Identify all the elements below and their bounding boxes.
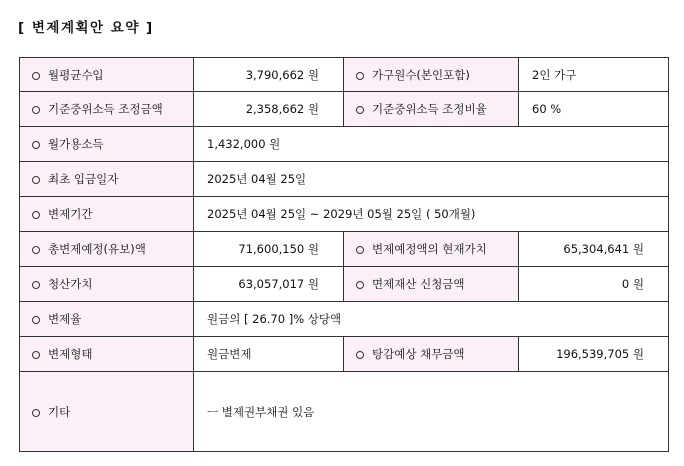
value-monthly-income: 3,790,662 원 bbox=[194, 58, 344, 92]
value-household-size: 2인 가구 bbox=[519, 58, 669, 92]
value-median-income-adjusted: 2,358,662 원 bbox=[194, 92, 344, 127]
table-row bbox=[20, 302, 669, 337]
circle-bullet-icon bbox=[32, 246, 40, 254]
label-cell bbox=[344, 267, 519, 302]
label-cell bbox=[344, 58, 519, 92]
value-exempt-property-amount: 0 원 bbox=[519, 267, 669, 302]
value-liquidation-value: 63,057,017 원 bbox=[194, 267, 344, 302]
circle-bullet-icon bbox=[32, 281, 40, 289]
table-row bbox=[20, 337, 669, 372]
circle-bullet-icon bbox=[32, 141, 40, 149]
table-row bbox=[20, 372, 669, 452]
value-median-income-ratio: 60 % bbox=[519, 92, 669, 127]
label-cell bbox=[20, 302, 194, 337]
label-repayment-period: 변제기간 bbox=[48, 207, 93, 221]
label-cell bbox=[344, 92, 519, 127]
value-available-income: 1,432,000 원 bbox=[194, 127, 669, 162]
table-row bbox=[20, 127, 669, 162]
label-first-deposit-date: 최초 입금일자 bbox=[48, 172, 119, 186]
label-cell bbox=[20, 197, 194, 232]
circle-bullet-icon bbox=[32, 409, 40, 417]
label-cell bbox=[20, 337, 194, 372]
circle-bullet-icon bbox=[356, 72, 364, 80]
table-row bbox=[20, 92, 669, 127]
section-title: [ 변제계획안 요약 ] bbox=[18, 20, 154, 36]
value-present-value: 65,304,641 원 bbox=[519, 232, 669, 267]
repayment-plan-summary-table bbox=[19, 57, 669, 452]
label-cell bbox=[20, 232, 194, 267]
table-row bbox=[20, 162, 669, 197]
label-cell bbox=[20, 58, 194, 92]
label-other: 기타 bbox=[48, 404, 71, 419]
label-liquidation-value: 청산가치 bbox=[48, 277, 93, 291]
circle-bullet-icon bbox=[356, 281, 364, 289]
label-cell bbox=[20, 162, 194, 197]
label-median-income-ratio: 기준중위소득 조정비율 bbox=[372, 102, 487, 116]
table-row bbox=[20, 197, 669, 232]
label-monthly-income: 월평균수입 bbox=[48, 67, 104, 82]
table-row bbox=[20, 232, 669, 267]
label-cell bbox=[20, 127, 194, 162]
table-row bbox=[20, 58, 669, 92]
circle-bullet-icon bbox=[32, 351, 40, 359]
circle-bullet-icon bbox=[356, 106, 364, 114]
label-cell bbox=[344, 337, 519, 372]
label-exempt-property-amount: 면제재산 신청금액 bbox=[372, 277, 465, 291]
circle-bullet-icon bbox=[356, 246, 364, 254]
label-repayment-type: 변제형태 bbox=[48, 347, 93, 361]
label-median-income-adjusted: 기준중위소득 조정금액 bbox=[48, 102, 163, 116]
table-row bbox=[20, 267, 669, 302]
label-total-planned-repayment: 총변제예정(유보)액 bbox=[48, 242, 146, 256]
value-other: ㅡ 별제권부채권 있음 bbox=[194, 372, 669, 452]
label-household-size: 가구원수(본인포함) bbox=[372, 67, 470, 82]
value-repayment-rate: 원금의 [ 26.70 ]% 상당액 bbox=[194, 302, 669, 337]
label-repayment-rate: 변제율 bbox=[48, 312, 82, 326]
label-cell bbox=[20, 92, 194, 127]
circle-bullet-icon bbox=[32, 176, 40, 184]
circle-bullet-icon bbox=[32, 106, 40, 114]
label-expected-forgiven-debt: 탕감예상 채무금액 bbox=[372, 347, 465, 361]
circle-bullet-icon bbox=[32, 72, 40, 80]
label-cell bbox=[20, 372, 194, 452]
circle-bullet-icon bbox=[356, 351, 364, 359]
label-present-value: 변제예정액의 현재가치 bbox=[372, 242, 487, 256]
label-cell bbox=[344, 232, 519, 267]
circle-bullet-icon bbox=[32, 211, 40, 219]
label-available-income: 월가용소득 bbox=[48, 137, 104, 151]
label-cell bbox=[20, 267, 194, 302]
value-expected-forgiven-debt: 196,539,705 원 bbox=[519, 337, 669, 372]
value-repayment-type: 원금변제 bbox=[194, 337, 344, 372]
value-total-planned-repayment: 71,600,150 원 bbox=[194, 232, 344, 267]
circle-bullet-icon bbox=[32, 316, 40, 324]
value-first-deposit-date: 2025년 04월 25일 bbox=[194, 162, 669, 197]
value-repayment-period: 2025년 04월 25일 ~ 2029년 05월 25일 ( 50개월) bbox=[194, 197, 669, 232]
